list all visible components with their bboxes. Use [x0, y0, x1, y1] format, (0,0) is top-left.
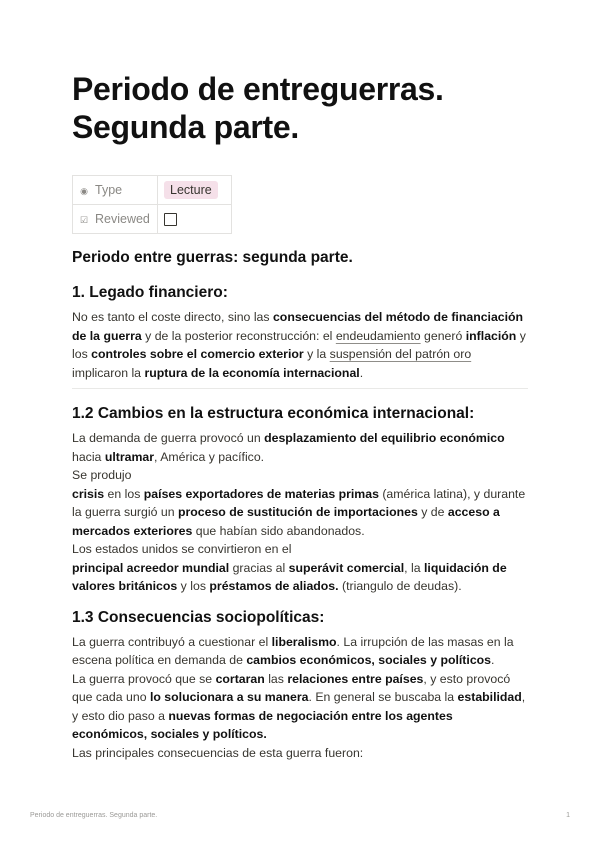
- title-line-1: Periodo de entreguerras.: [72, 71, 444, 107]
- property-key-reviewed: ☑ Reviewed: [73, 205, 158, 234]
- property-key-type: ◉ Type: [73, 176, 158, 205]
- property-row-reviewed: [73, 205, 232, 234]
- paragraph-crisis: crisis en los países exportadores de materias primas (américa latina), y durante la guerra surgió un proceso de sustitución de importaciones y de acceso a mercados exteriores que habían sido abandonados.: [72, 486, 526, 538]
- page-title: [72, 70, 528, 146]
- select-property-icon: ◉: [80, 186, 88, 196]
- paragraph-estados-unidos: Los estados unidos se convirtieron en el: [72, 542, 292, 556]
- properties-table: [72, 175, 232, 234]
- paragraph-liberalismo: La guerra contribuyó a cuestionar el liberalismo. La irrupción de las masas en la escena política en demanda de cambios económicos, sociales y políticos.: [72, 634, 514, 667]
- page-number: 1: [566, 812, 570, 819]
- paragraph-relaciones: La guerra provocó que se cortaran las relaciones entre países, y esto provocó que cada uno lo solucionara a su manera. En general se buscaba la estabilidad, y esto dio paso a nuevas formas de negociación entre los agentes económicos, sociales y políticos.: [72, 671, 526, 741]
- paragraph-legado: No es tanto el coste directo, sino las consecuencias del método de financiación de la guerra y de la posterior reconstrucción: el endeudamiento generó inflación y los controles sobre el comercio exterior y la suspensión del patrón oro implicaron la ruptura de la economía internacional.: [72, 310, 526, 380]
- paragraph-se-produjo: Se produjo: [72, 468, 132, 482]
- footer-title: Periodo de entreguerras. Segunda parte.: [30, 812, 158, 819]
- reviewed-checkbox[interactable]: [164, 213, 177, 226]
- heading-consecuencias-sociopoliticas: 1.3 Consecuencias sociopolíticas:: [72, 608, 325, 626]
- property-value-type[interactable]: [158, 176, 232, 205]
- heading-legado-financiero: 1. Legado financiero:: [72, 284, 228, 301]
- property-value-reviewed[interactable]: [158, 205, 232, 234]
- type-tag[interactable]: Lecture: [164, 181, 218, 199]
- page-footer: [30, 812, 570, 819]
- page-content: [72, 70, 528, 762]
- paragraph-demanda-guerra: La demanda de guerra provocó un desplazamiento del equilibrio económico hacia ultramar, América y pacífico.: [72, 431, 505, 464]
- section-subtitle: Periodo entre guerras: segunda parte.: [72, 249, 353, 266]
- heading-cambios-estructura: 1.2 Cambios en la estructura económica internacional:: [72, 405, 475, 422]
- checkbox-property-icon: ☑: [79, 215, 89, 225]
- divider: [72, 388, 528, 389]
- property-row-type: [73, 176, 232, 205]
- paragraph-acreedor: principal acreedor mundial gracias al superávit comercial, la liquidación de valores británicos y los préstamos de aliados. (triangulo de deudas).: [72, 560, 507, 593]
- title-line-2: Segunda parte.: [72, 109, 299, 145]
- paragraph-principales: Las principales consecuencias de esta guerra fueron:: [72, 745, 364, 760]
